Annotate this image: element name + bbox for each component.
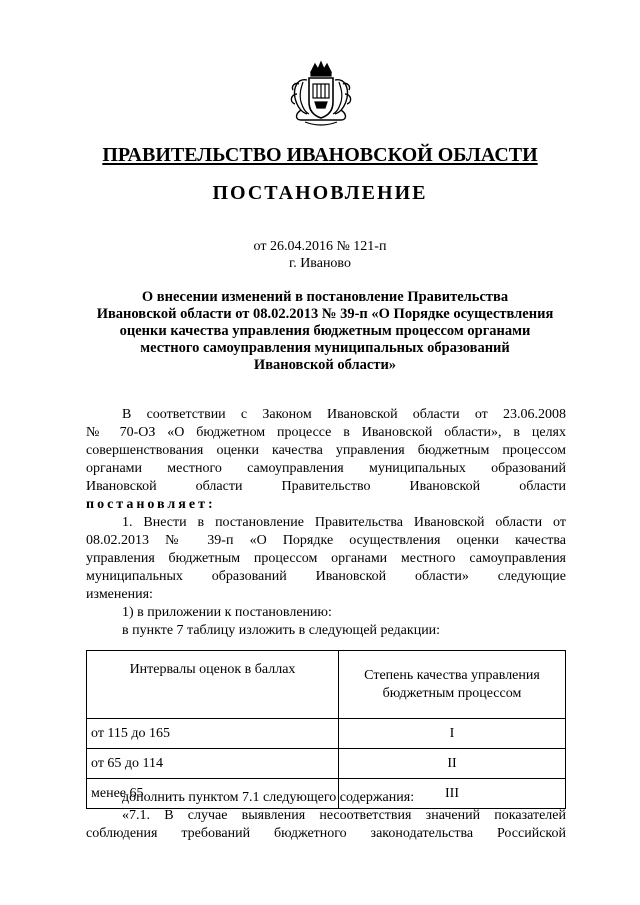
table-header-cell: Степень качества управления бюджетным процессом <box>339 651 566 719</box>
document-continuation <box>86 789 566 843</box>
table-cell: менее 65 <box>87 779 339 809</box>
title-line: оценки качества управления бюджетным процессом органами <box>119 323 531 339</box>
government-name: ПРАВИТЕЛЬСТВО ИВАНОВСКОЙ ОБЛАСТИ <box>102 144 538 166</box>
document-type: ПОСТАНОВЛЕНИЕ <box>212 182 428 204</box>
body-line: органами местного самоуправления муниципальных образований <box>86 461 566 476</box>
body-line: в пункте 7 таблицу изложить в следующей редакции: <box>122 623 441 638</box>
table-cell: от 115 до 165 <box>87 719 339 749</box>
body-line: дополнить пунктом 7.1 следующего содержания: <box>122 790 415 805</box>
document-meta <box>0 238 640 272</box>
title-line: Ивановской области от 08.02.2013 № 39-п «О Порядке осуществления <box>96 306 554 322</box>
table-row <box>87 749 566 779</box>
body-line: В соответствии с Законом Ивановской области от 23.06.2008 <box>122 407 566 422</box>
body-line: муниципальных образований Ивановской области» следующие <box>86 569 566 584</box>
table-header-row <box>87 651 566 719</box>
body-line: Ивановской области Правительство Ивановской области <box>86 479 566 494</box>
table-cell: III <box>339 779 566 809</box>
body-line: изменения: <box>86 587 153 602</box>
document-body <box>86 406 566 640</box>
document-title <box>86 289 564 374</box>
title-line: Ивановской области» <box>253 357 397 373</box>
resolves-word: постановляет: <box>86 497 216 512</box>
grades-table <box>86 650 566 809</box>
body-line: совершенствования оценки качества управления бюджетным процессом <box>86 443 566 458</box>
coat-of-arms-icon <box>285 58 357 130</box>
table-cell: I <box>339 719 566 749</box>
body-line: № 70-ОЗ «О бюджетном процессе в Ивановской области», в целях <box>86 425 566 440</box>
date-number: от 26.04.2016 № 121-п <box>253 239 387 254</box>
table-cell: от 65 до 114 <box>87 749 339 779</box>
title-line: О внесении изменений в постановление Правительства <box>141 289 509 305</box>
table-row <box>87 719 566 749</box>
body-line: 1) в приложении к постановлению: <box>122 605 332 620</box>
table-header-cell: Интервалы оценок в баллах <box>87 651 339 719</box>
body-line: соблюдения требований бюджетного законодательства Российской <box>86 826 566 841</box>
table-cell: II <box>339 749 566 779</box>
title-line: местного самоуправления муниципальных образований <box>140 340 510 356</box>
government-heading <box>0 143 640 167</box>
body-line: 1. Внести в постановление Правительства Ивановской области от <box>122 515 566 530</box>
body-line: 08.02.2013 № 39-п «О Порядке осуществления оценки качества <box>86 533 566 548</box>
body-line: «7.1. В случае выявления несоответствия значений показателей <box>122 808 566 823</box>
body-line: управления бюджетным процессом органами местного самоуправления <box>86 551 566 566</box>
city: г. Иваново <box>289 256 351 271</box>
